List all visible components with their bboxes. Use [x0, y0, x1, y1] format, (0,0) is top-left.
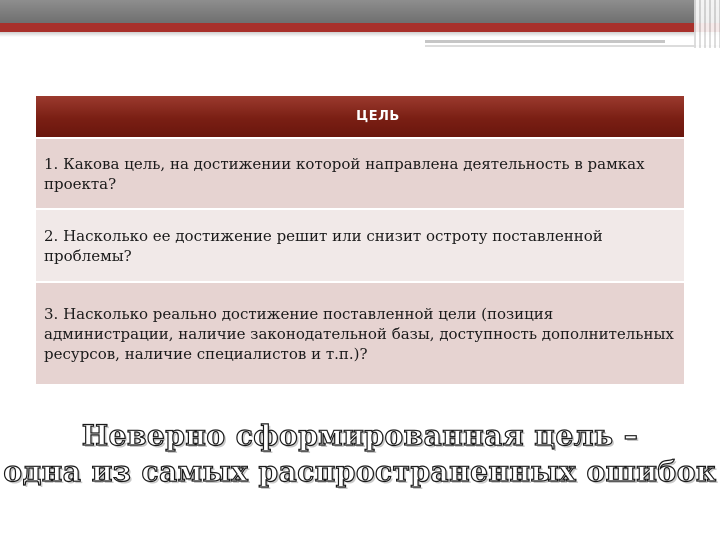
table-row-text: 1. Какова цель, на достижении которой направлена деятельность в рамках проекта? [44, 154, 645, 193]
table-row-text: 2. Насколько ее достижение решит или снизит остроту поставленной проблемы? [44, 226, 603, 265]
corner-stripes-decor [694, 0, 720, 48]
top-decor-bar-gray [0, 0, 720, 23]
top-decor-line [425, 40, 665, 43]
table-row [36, 137, 684, 208]
goal-table [36, 96, 684, 384]
table-row [36, 208, 684, 281]
conclusion-heading [0, 418, 720, 490]
table-header [36, 96, 684, 137]
table-row-text: 3. Насколько реально достижение поставленной цели (позиция администрации, наличие законодательной базы, доступность дополнительных ресурсов, наличие специалистов и т.п.)? [44, 304, 674, 363]
conclusion-line-2: одна из самых распространенных ошибок [3, 455, 717, 488]
top-decor-line-2 [425, 45, 720, 47]
table-row [36, 281, 684, 384]
top-decor-shadow [0, 32, 720, 37]
top-decor-bar-red [0, 23, 720, 32]
table-header-label: ЦЕЛЬ [356, 109, 400, 124]
conclusion-line-1: Неверно сформированная цель – [81, 419, 639, 452]
